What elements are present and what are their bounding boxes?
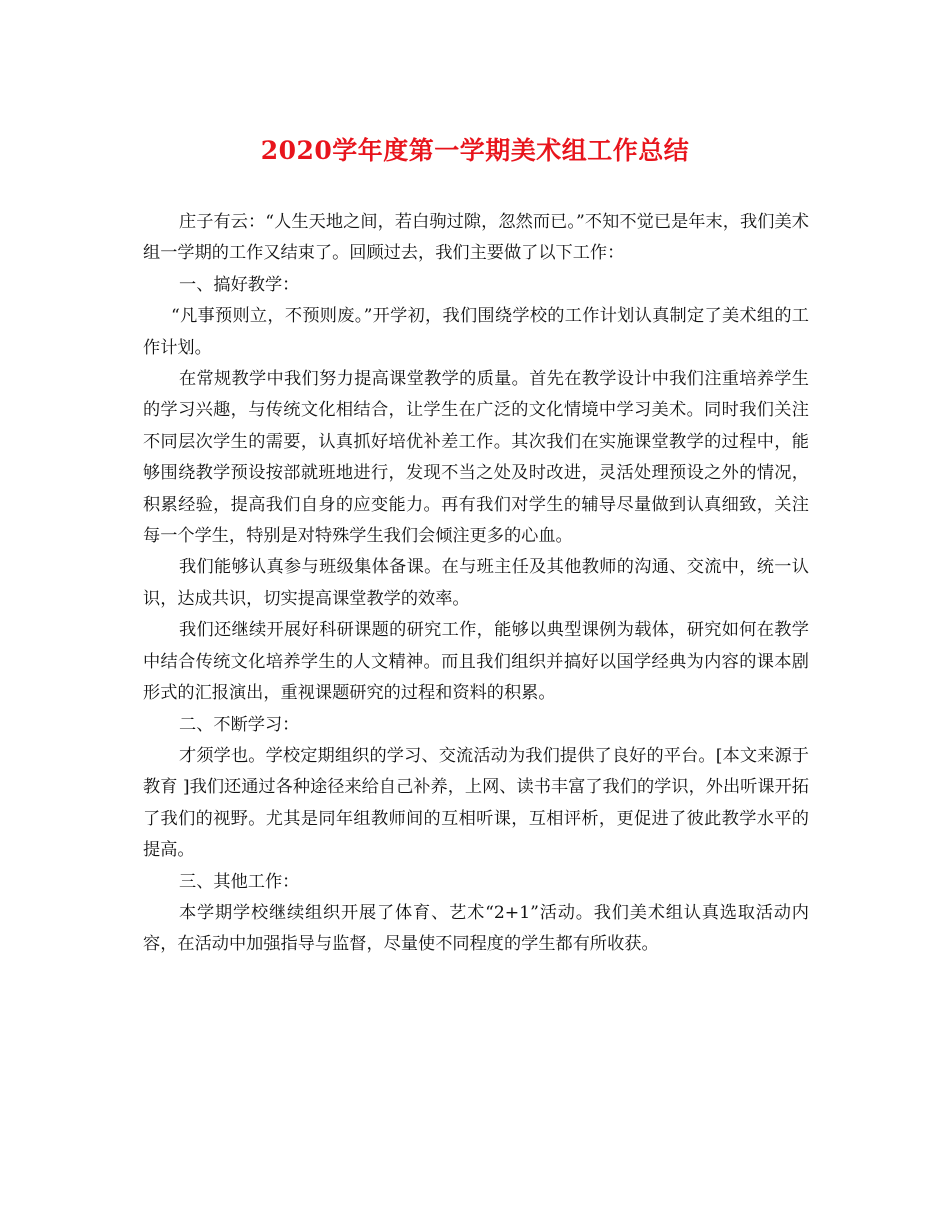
section-heading-teaching: 一、搞好教学： — [179, 274, 300, 295]
document-title: 2020学年度第一学期美术组工作总结 — [260, 136, 690, 165]
paragraph-plan: “凡事预则立，不预则废。”开学初，我们围绕学校的工作计划认真制定了美术组的工作计划。 — [143, 306, 809, 358]
paragraph-other-work: 本学期学校继续组织开展了体育、艺术“2+1”活动。我们美术组认真选取活动内容，在活动中加强指导与监督，尽量使不同程度的学生都有所收获。 — [143, 902, 809, 955]
document-body — [143, 207, 809, 961]
section-heading-other-work: 三、其他工作： — [179, 871, 300, 892]
paragraph-classroom-teaching: 在常规教学中我们努力提高课堂教学的质量。首先在教学设计中我们注重培养学生的学习兴趣，与传统文化相结合，让学生在广泛的文化情境中学习美术。同时我们关注不同层次学生的需要，认真抓好培优补差工作。其次我们在实施课堂教学的过程中，能够围绕教学预设按部就班地进行，发现不当之处及时改进，灵活处理预设之外的情况，积累经验，提高我们自身的应变能力。再有我们对学生的辅导尽量做到认真细致，关注每一个学生，特别是对特殊学生我们会倾注更多的心血。 — [143, 369, 809, 547]
paragraph-intro: 庄子有云：“人生天地之间，若白驹过隙，忽然而已。”不知不觉已是年末，我们美术组一学期的工作又结束了。回顾过去，我们主要做了以下工作： — [143, 212, 809, 264]
paragraph-research: 我们还继续开展好科研课题的研究工作，能够以典型课例为载体，研究如何在教学中结合传统文化培养学生的人文精神。而且我们组织并搞好以国学经典为内容的课本剧形式的汇报演出，重视课题研究的过程和资料的积累。 — [143, 620, 809, 704]
paragraph-learning: 才须学也。学校定期组织的学习、交流活动为我们提供了良好的平台。[本文来源于教育 ]我们还通过各种途径来给自己补养，上网、读书丰富了我们的学识，外出听课开拓了我们的视野。尤其是同年组教师间的互相听课，互相评析，更促进了彼此教学水平的提高。 — [143, 745, 809, 861]
paragraph-lesson-prep: 我们能够认真参与班级集体备课。在与班主任及其他教师的沟通、交流中，统一认识，达成共识，切实提高课堂教学的效率。 — [143, 557, 809, 609]
section-heading-learning: 二、不断学习： — [179, 714, 300, 735]
